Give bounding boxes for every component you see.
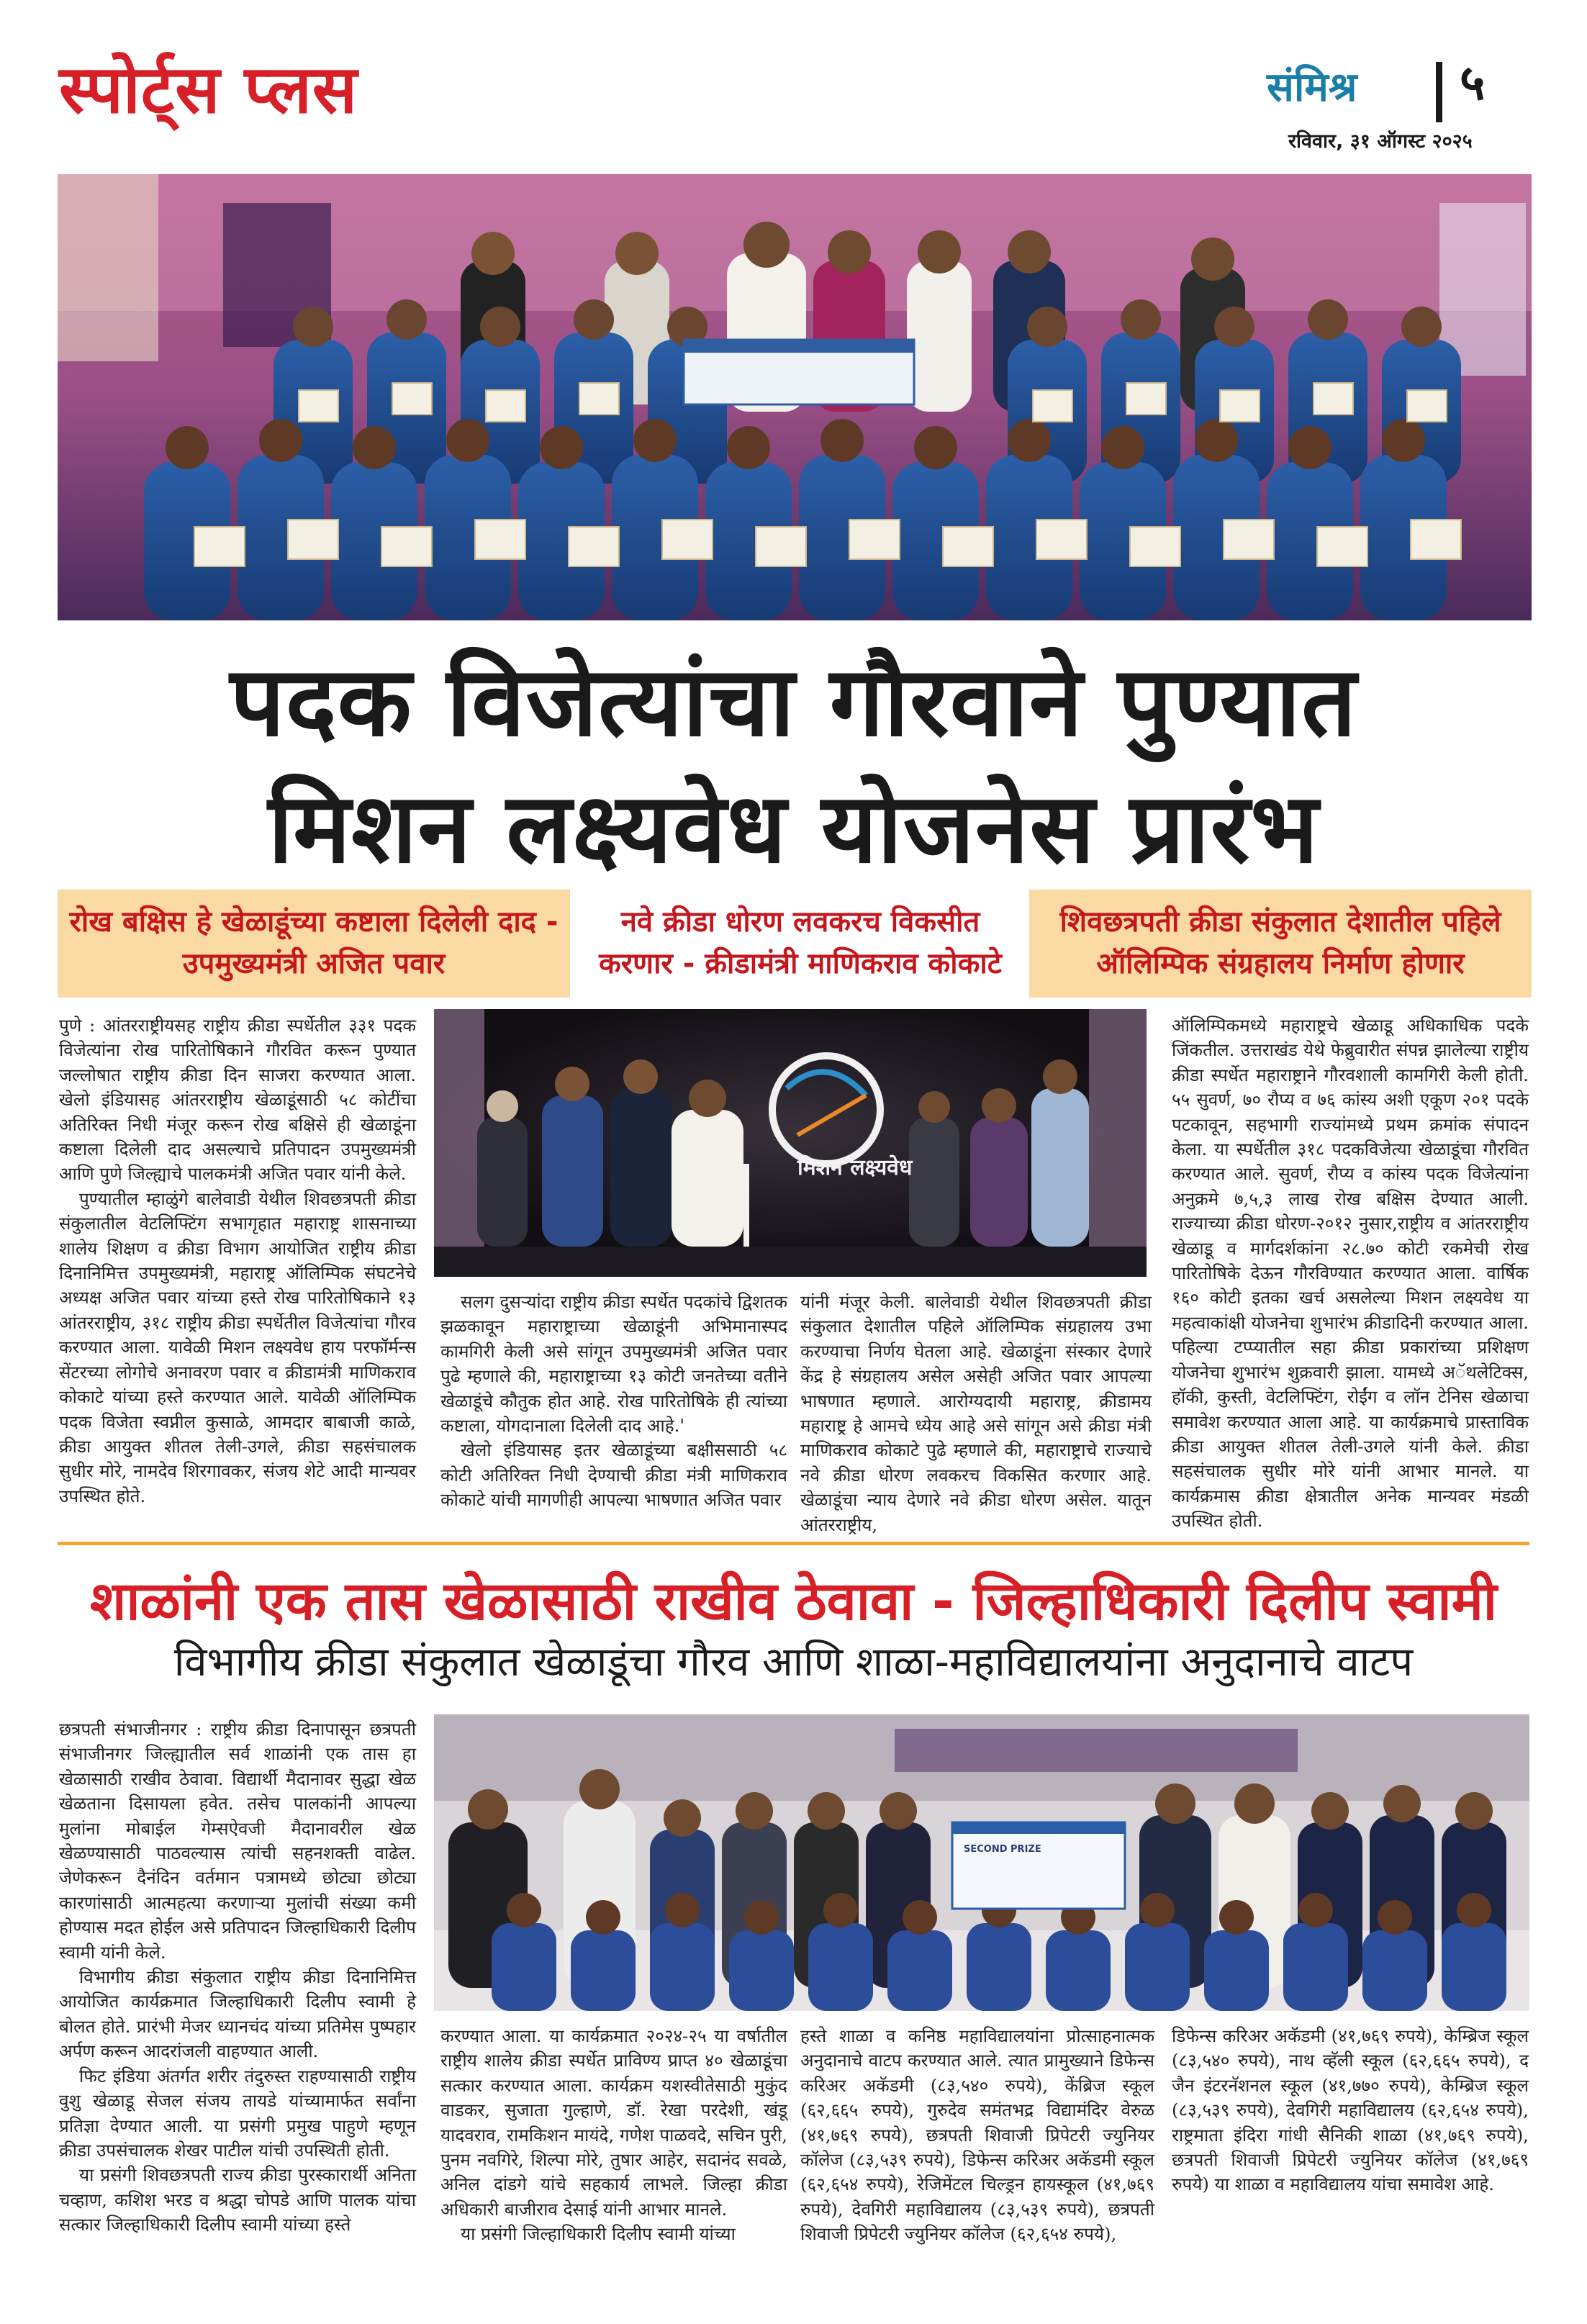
paragraph: पुणे : आंतरराष्ट्रीयसह राष्ट्रीय क्रीडा स्पर्धेतील ३३१ पदक विजेत्यांना रोख पारितोषिकाने गौरवित करून पुण्यात जल्लोषात राष्ट्रीय क्रीडा दिन साजरा करण्यात आला. खेलो इंडियासह आंतरराष्ट्रीय खेळाडूंसाठी ५८ कोटींचा अतिरिक्त निधी मंजूर करून रोख बक्षिसे ही खेळाडूंना कष्टाला दिलेली दाद असल्याचे प्रतिपादन उपमुख्यमंत्री आणि पुणे जिल्ह्याचे पालकमंत्री अजित पवार यांनी केले. [59, 1015, 416, 1185]
deck-box-1: रोख बक्षिस हे खेळाडूंच्या कष्टाला दिलेली दाद - उपमुख्यमंत्री अजित पवार [58, 890, 570, 998]
story1-column-2 [440, 1290, 787, 1513]
paragraph: यांनी मंजूर केली. बालेवाडी येथील शिवछत्रपती क्रीडा संकुलात देशातील पहिले ऑलिम्पिक संग्रहालय उभा करण्याचा निर्णय घेतला आहे. खेळाडूंना संस्कार देणारे केंद्र हे संग्रहालय असेल असेही अजित पवार आपल्या भाषणात म्हणाले. आरोग्यदायी महाराष्ट्र, क्रीडामय महाराष्ट्र हे आमचे ध्येय आहे असे सांगून असे क्रीडा मंत्री माणिकराव कोकाटे पुढे म्हणाले की, महाराष्ट्राचे राज्याचे नवे क्रीडा धोरण लवकरच विकसित करणार आहे. खेळाडूंचा न्याय देणारे नवे क्रीडा धोरण असेल. यातून आंतरराष्ट्रीय, [800, 1291, 1152, 1535]
logo-launch-photo [434, 1009, 1147, 1277]
paragraph: सलग दुसऱ्यांदा राष्ट्रीय क्रीडा स्पर्धेत पदकांचे द्विशतक झळकावून महाराष्ट्राच्या खेळाडूंनी अभिमानास्पद कामगिरी केली असे सांगून उपमुख्यमंत्री अजित पवार पुढे म्हणाले की, महाराष्ट्राच्या १३ कोटी जनतेच्या वतीने खेळाडूंचे कौतुक होत आहे. रोख पारितोषिके ही त्यांच्या कष्टाला, योगदानाला दिलेली दाद आहे.' [440, 1291, 787, 1437]
paragraph: या प्रसंगी शिवछत्रपती राज्य क्रीडा पुरस्कारार्थी अनिता चव्हाण, कशिश भरड व श्रद्धा चोपडे आणि पालक यांचा सत्कार जिल्हाधिकारी दिलीप स्वामी यांच्या हस्ते [59, 2164, 416, 2235]
story2-column-1 [59, 1717, 416, 2238]
paper-name: संमिश्र [1267, 64, 1357, 111]
story1-column-4 [1172, 1013, 1529, 1534]
second-subhead: विभागीय क्रीडा संकुलात खेळाडूंचा गौरव आणि शाळा-महाविद्यालयांना अनुदानाचे वाटप [173, 1639, 1414, 1686]
story1-column-3 [800, 1290, 1152, 1537]
school-grant-photo [434, 1714, 1529, 2011]
paragraph: ऑलिम्पिकमध्ये महाराष्ट्रचे खेळाडू अधिकाधिक पदके जिंकतील. उत्तराखंड येथे फेब्रुवारीत संपन्न झालेल्या राष्ट्रीय क्रीडा स्पर्धेत महाराष्ट्राने गौरवशाली कामगिरी केली होती. ५५ सुवर्ण, ७० रौप्य व ७६ कांस्य अशी एकूण २०१ पदके पटकावून, सहभागी राज्यांमध्ये प्रथम क्रमांक संपादन केला. या स्पर्धेतील ३१८ पदकविजेत्या खेळाडूंचा गौरवित करण्यात आले. सुवर्ण, रौप्य व कांस्य पदक विजेत्यांना अनुक्रमे ७,५,३ लाख रोख बक्षिस देण्यात आली. राज्याच्या क्रीडा धोरण-२०१२ नुसार,राष्ट्रीय व आंतरराष्ट्रीय खेळाडू व मार्गदर्शकांना २८.७० कोटी रकमेची रोख पारितोषिके देऊन गौरविण्यात करण्यात आला. वार्षिक १६० कोटी इतका खर्च असलेल्या मिशन लक्ष्यवेध या महत्वाकांक्षी योजनेचा शुभारंभ क्रीडादिनी करण्यात आला. पहिल्या टप्प्यातील सहा क्रीडा प्रकारांच्या प्रशिक्षण योजनेचा शुभारंभ शुक्रवारी झाला. यामध्ये अॅथलेटिक्स, हॉकी, कुस्ती, वेटलिफ्टिंग, रोईंग व लॉन टेनिस खेळाचा समावेश करण्यात आला आहे. या कार्यक्रमाचे प्रास्ताविक क्रीडा आयुक्त शीतल तेली-उगले यांनी केले. क्रीडा सहसंचालक सुधीर मोरे यांनी आभार मानले. या कार्यक्रमास क्रीडा क्षेत्रातील अनेक मान्यवर मंडळी उपस्थित होती. [1172, 1015, 1529, 1532]
paragraph: हस्ते शाळा व कनिष्ठ महाविद्यालयांना प्रोत्साहनात्मक अनुदानाचे वाटप करण्यात आले. त्यात प्रामुख्याने डिफेन्स करिअर अकॅडमी (८३,५४० रुपये), केंब्रिज स्कूल (६२,६६५ रुपये), गुरुदेव समंतभद्र विद्यामंदिर वेरुळ (४१,७६९ रुपये), छत्रपती शिवाजी प्रिपेटरी ज्युनियर कॉलेज (८३,५३९ रुपये), डिफेन्स करिअर अकॅडमी स्कूल (६२,६५४ रुपये), रेजिमेंटल चिल्ड्रन हायस्कूल (४१,७६९ रुपये), देवगिरी महाविद्यालय (८३,५३९ रुपये), छत्रपती शिवाजी प्रिपेटरी ज्युनियर कॉलेज (६२,६५४ रुपये), [800, 2025, 1154, 2245]
paragraph: खेलो इंडियासह इतर खेळाडूंच्या बक्षीससाठी ५८ कोटी अतिरिक्त निधी देण्याची क्रीडा मंत्री माणिकराव कोकाटे यांची मागणीही आपल्या भाषणात अजित पवार [440, 1439, 787, 1511]
deck-box-3: शिवछत्रपती क्रीडा संकुलात देशातील पहिले ऑलिम्पिक संग्रहालय निर्माण होणार [1029, 890, 1532, 998]
paragraph: विभागीय क्रीडा संकुलात राष्ट्रीय क्रीडा दिनानिमित्त आयोजित कार्यक्रमात जिल्हाधिकारी दिलीप स्वामी हे बोलत होते. प्रारंभी मेजर ध्यानचंद यांच्या प्रतिमेस पुष्पहार अर्पण करून आदरांजली वाहण्यात आली. [59, 1966, 416, 2062]
paragraph: डिफेन्स करिअर अकॅडमी (४१,७६९ रुपये), केम्ब्रिज स्कूल (८३,५४० रुपये), नाथ व्हॅली स्कूल (६२,६६५ रुपये), द जैन इंटरनॅशनल स्कूल (४१,७७० रुपये), केम्ब्रिज स्कूल (८३,५३९ रुपये), देवगिरी महाविद्यालय (६२,६५४ रुपये), राष्ट्रमाता इंदिरा गांधी सैनिकी शाळा (४१,७६९ रुपये), छत्रपती शिवाजी प्रिपेटरी ज्युनियर कॉलेज (४१,७६९ रुपये) या शाळा व महाविद्यालय यांचा समावेश आहे. [1172, 2025, 1529, 2195]
second-headline: शाळांनी एक तास खेळासाठी राखीव ठेवावा - जिल्हाधिकारी दिलीप स्वामी [90, 1570, 1497, 1632]
deck-box-2: नवे क्रीडा धोरण लवकरच विकसीत करणार - क्रीडामंत्री माणिकराव कोकाटे [592, 890, 1009, 998]
main-headline-line-2: मिशन लक्ष्यवेध योजनेस प्रारंभ [268, 772, 1319, 885]
page-number: ५ [1460, 55, 1486, 112]
section-divider [58, 1542, 1529, 1545]
masthead-divider [1436, 62, 1442, 122]
paragraph: फिट इंडिया अंतर्गत शरीर तंदुरुस्त राहण्यासाठी राष्ट्रीय वुशु खेळाडू सेजल संजय तायडे यांच्यामार्फत सर्वांना प्रतिज्ञा देण्यात आली. या प्रसंगी प्रमुख पाहुणे म्हणून क्रीडा उपसंचालक शेखर पाटील यांची उपस्थिती होती. [59, 2065, 416, 2161]
paragraph: छत्रपती संभाजीनगर : राष्ट्रीय क्रीडा दिनापासून छत्रपती संभाजीनगर जिल्ह्यातील सर्व शाळांनी एक तास हा खेळासाठी राखीव ठेवावा. विद्यार्थी मैदानावर सुद्धा खेळ खेळताना दिसायला हवेत. तसेच पालकांनी आपल्या मुलांना मोबाईल गेम्सऐवजी मैदानावरील खेळ खेळण्यासाठी पाठवल्यास त्यांची सहनशक्ती वाढेल. जेणेकरून दैनंदिन वर्तमान पत्रामध्ये छोट्या छोट्या कारणांसाठी आत्महत्या करणाऱ्या मुलांची संख्या कमी होण्यास मदत होईल असे प्रतिपादन जिल्हाधिकारी दिलीप स्वामी यांनी केले. [59, 1719, 416, 1963]
story2-column-4 [1172, 2024, 1529, 2197]
story1-column-1 [59, 1013, 416, 1509]
award-ceremony-photo [58, 174, 1532, 620]
issue-date: रविवार, ३१ ऑगस्ट २०२५ [1288, 130, 1473, 153]
paragraph: या प्रसंगी जिल्हाधिकारी दिलीप स्वामी यांच्या [461, 2223, 736, 2245]
paragraph: पुण्यातील म्हाळुंगे बालेवाडी येथील शिवछत्रपती क्रीडा संकुलातील वेटलिफ्टिंग सभागृहात महाराष्ट्र शासनाच्या शालेय शिक्षण व क्रीडा विभाग आयोजित राष्ट्रीय क्रीडा दिनानिमित्त उपमुख्यमंत्री, महाराष्ट्र ऑलिम्पिक संघटनेचे अध्यक्ष अजित पवार यांच्या हस्ते रोख पारितोषिकाने १३ आंतरराष्ट्रीय, ३१८ राष्ट्रीय क्रीडा स्पर्धेतील विजेत्यांचा गौरव करण्यात आला. यावेळी मिशन लक्ष्यवेध हाय परफॉर्मन्स सेंटरच्या लोगोचे अनावरण पवार व क्रीडामंत्री माणिकराव कोकाटे यांच्या हस्ते करण्यात आले. यावेळी ऑलिम्पिक पदक विजेता स्वप्नील कुसाळे, आमदार बाबाजी काळे, क्रीडा आयुक्त शीतल तेली-उगले, क्रीडा सहसंचालक सुधीर मोरे, नामदेव शिरगावकर, संजय शेटे आदी मान्यवर उपस्थित होते. [59, 1188, 416, 1506]
logo-text: मिशन लक्ष्यवेध [797, 1155, 913, 1180]
main-headline-line-1: पदक विजेत्यांचा गौरवाने पुण्यात [230, 646, 1357, 758]
cheque-text: SECOND PRIZE [964, 1844, 1041, 1855]
story2-column-2 [440, 2024, 787, 2247]
paragraph: करण्यात आला. या कार्यक्रमात २०२४-२५ या वर्षातील राष्ट्रीय शालेय क्रीडा स्पर्धेत प्राविण्य प्राप्त ४० खेळाडूंचा सत्कार करण्यात आला. कार्यक्रम यशस्वीतेसाठी मुकुंद वाडकर, सुजाता गुल्हाणे, डॉ. रेखा परदेशी, खंडू यादवराव, रामकिशन मायंदे, गणेश पाळवदे, सचिन पुरी, पुनम नवगिरे, शिल्पा मोरे, तुषार आहेर, सदानंद सवळे, अनिल दांडगे यांचे सहकार्य लाभले. जिल्हा क्रीडा अधिकारी बाजीराव देसाई यांनी आभार मानले. [440, 2025, 787, 2220]
story2-column-3 [800, 2024, 1154, 2247]
section-title: स्पोर्ट्स प्लस [59, 50, 358, 128]
